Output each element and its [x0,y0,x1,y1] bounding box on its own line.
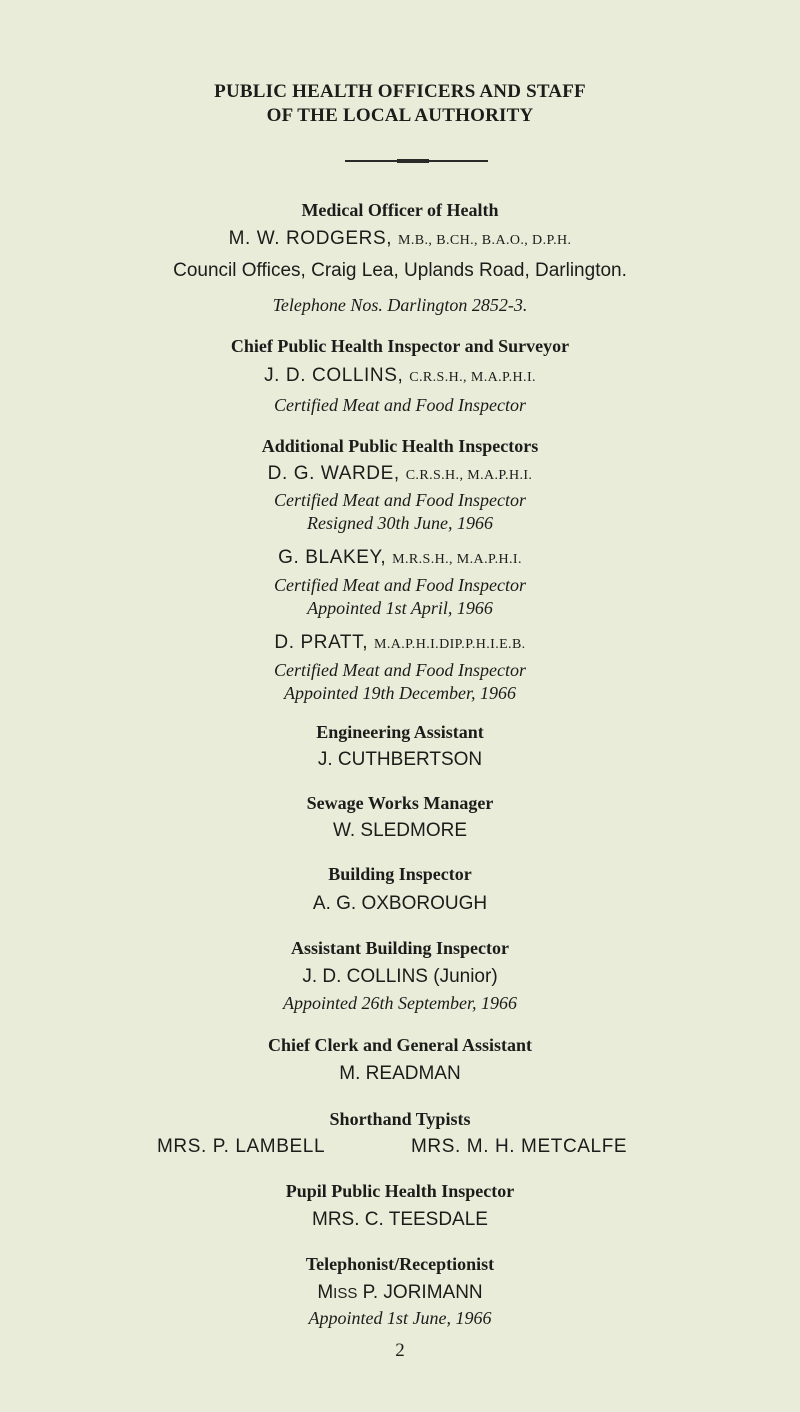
sewage-heading: Sewage Works Manager [306,793,494,813]
shorthand-names [0,1136,800,1160]
telephonist-name-rest: P. JORIMANN [362,1282,483,1303]
telephonist-name [0,1282,800,1304]
inspector-pratt-name [0,632,800,654]
telephonist-note: Appointed 1st June, 1966 [308,1308,492,1328]
chief-inspector-quals: C.R.S.H., M.A.P.H.I. [409,370,536,385]
title-line-2: OF THE LOCAL AUTHORITY [266,105,534,126]
page-number: 2 [395,1340,405,1361]
inspector-blakey-quals: M.R.S.H., M.A.P.H.I. [392,552,522,567]
asst-building-name: J. D. COLLINS (Junior) [302,966,498,987]
page-title [0,80,800,128]
inspector-warde-note2: Resigned 30th June, 1966 [307,513,493,533]
typist-metcalfe: MRS. M. H. METCALFE [411,1136,628,1157]
sewage-name: W. SLEDMORE [332,820,468,841]
asst-building-heading: Assistant Building Inspector [290,938,510,958]
additional-heading: Additional Public Health Inspectors [261,436,539,456]
inspector-warde-name [0,463,800,485]
chief-clerk-name: M. READMAN [339,1063,461,1084]
moh-name-text: M. W. RODGERS, [228,228,393,249]
moh-quals: M.B., B.CH., B.A.O., D.P.H. [398,233,572,248]
moh-address: Council Offices, Craig Lea, Uplands Road, Darlington. [173,260,627,281]
chief-inspector-name [0,365,800,387]
inspector-blakey-note2: Appointed 1st April, 1966 [307,598,493,618]
asst-building-note: Appointed 26th September, 1966 [283,993,517,1013]
engineering-name: J. CUTHBERTSON [317,749,483,770]
building-name: A. G. OXBOROUGH [312,893,488,914]
building-heading: Building Inspector [328,864,472,884]
inspector-blakey-note1: Certified Meat and Food Inspector [274,575,526,595]
title-line-1: PUBLIC HEALTH OFFICERS AND STAFF [214,81,586,102]
chief-inspector-heading: Chief Public Health Inspector and Surveyor [230,336,570,356]
typist-lambell: MRS. P. LAMBELL [157,1136,326,1157]
engineering-heading: Engineering Assistant [316,722,484,742]
telephonist-prefix-iss: ISS [333,1285,358,1302]
pupil-name: MRS. C. TEESDALE [312,1209,488,1230]
inspector-blakey-name-text: G. BLAKEY, [278,547,387,568]
inspector-pratt-name-text: D. PRATT, [274,632,369,653]
inspector-pratt-note2: Appointed 19th December, 1966 [284,683,516,703]
inspector-blakey-name [0,547,800,569]
moh-name [0,228,800,250]
inspector-warde-quals: C.R.S.H., M.A.P.H.I. [405,468,533,483]
pupil-heading: Pupil Public Health Inspector [285,1181,515,1201]
inspector-warde-name-text: D. G. WARDE, [267,463,400,484]
chief-clerk-heading: Chief Clerk and General Assistant [267,1035,532,1055]
chief-inspector-name-text: J. D. COLLINS, [264,365,404,386]
inspector-warde-note1: Certified Meat and Food Inspector [274,490,526,510]
moh-heading: Medical Officer of Health [301,200,499,220]
moh-telephone: Telephone Nos. Darlington 2852-3. [272,295,528,315]
inspector-pratt-note1: Certified Meat and Food Inspector [274,660,526,680]
shorthand-heading: Shorthand Typists [329,1109,471,1129]
inspector-pratt-quals: M.A.P.H.I.DIP.P.H.I.E.B. [374,637,526,652]
chief-inspector-note: Certified Meat and Food Inspector [274,395,526,415]
title-divider [345,160,488,162]
telephonist-heading: Telephonist/Receptionist [305,1254,495,1274]
telephonist-prefix-m: M [317,1282,334,1303]
